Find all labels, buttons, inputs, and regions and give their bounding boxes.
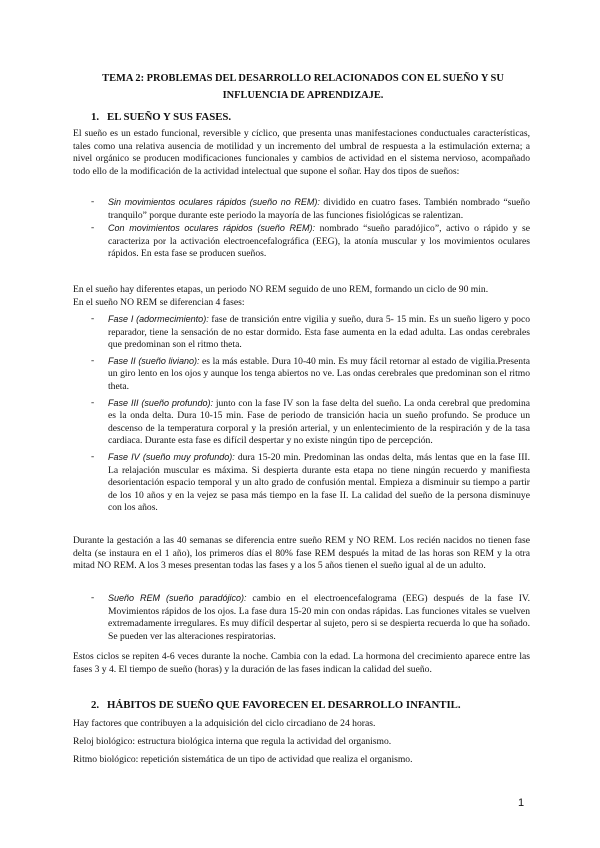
- gestation-paragraph: Durante la gestación a las 40 semanas se diferencia entre sueño REM y NO REM. Los recién nacidos no tienen fase delta (se instaura en el 1 año), los primeros días el 80% fase REM después la mitad de las horas son REM y la otra mitad NO REM. A los 3 meses presentan todas las fases y a los 5 años tienen el sueño igual al de un adulto.: [73, 535, 530, 572]
- section-2-heading: [91, 698, 461, 712]
- stages-intro-line-2: En el sueño NO REM se diferencian 4 fases:: [73, 297, 245, 308]
- section-2-title: HÁBITOS DE SUEÑO QUE FAVORECEN EL DESARROLLO INFANTIL.: [107, 699, 461, 711]
- list-item: - Fase IV (sueño muy profundo): dura 15-20 min. Predominan las ondas delta, más lentas que en la fase III. La relajación muscular es máxima. Si despierta durante esta etapa no tiene ningún recuerdo y manifiesta desorientación espacio temporal y un alto grado de confusión mental. Empieza a disminuir su tiempo a partir de los 10 años y en la vejez se pasa más tiempo en la fase II. La calidad del sueño de la persona disminuye con los años.: [91, 450, 530, 514]
- circadian-line: Hay factores que contribuyen a la adquisición del ciclo circadiano de 24 horas.: [73, 718, 376, 729]
- list-item: - Sueño REM (sueño paradójico): cambio en el electroencefalograma (EEG) después de la fase IV. Movimientos rápidos de los ojos. La fase dura 15-20 min con ondas rápidas. Las funciones vitales se vuelven extremadamente irregulares. Es muy difícil despertar al sujeto, pero si se despierta recuerda lo que ha soñado. Se pueden ver las alteraciones respiratorias.: [91, 592, 530, 642]
- page-number: 1: [518, 797, 525, 809]
- section-2-number: 2.: [91, 699, 100, 711]
- list-item: - Fase II (sueño liviano): es la más estable. Dura 10-40 min. Es muy fácil retornar al estado de vigilia.Presenta un giro lento en los ojos y aunque los tenga abiertos no ve. Las ondas cerebrales que predominan son el ritmo theta.: [91, 354, 530, 392]
- sleep-types-list: [91, 196, 530, 261]
- biological-clock-line: Reloj biológico: estructura biológica interna que regula la actividad del organismo.: [73, 736, 392, 747]
- list-item: - Fase I (adormecimiento): fase de transición entre vigilia y sueño, dura 5- 15 min. Es un sueño ligero y poco reparador, tiene la sensación de no estar dormido. Esta fase aumenta en la edad adulta. Las ondas cerebrales que predominan son el ritmo theta.: [91, 313, 530, 351]
- list-item: - Sin movimientos oculares rápidos (sueño no REM): dividido en cuatro fases. También nombrado “sueño tranquilo” porque durante este periodo la mayoría de las funciones fisiológicas se ralentizan.: [91, 196, 530, 221]
- document-title: TEMA 2: PROBLEMAS DEL DESARROLLO RELACIONADOS CON EL SUEÑO Y SU INFLUENCIA DE APRENDIZAJE.: [102, 73, 504, 101]
- rem-list: [91, 592, 530, 643]
- stages-intro-line-1: En el sueño hay diferentes etapas, un periodo NO REM seguido de uno REM, formando un ciclo de 90 min.: [73, 284, 489, 295]
- section-1-number: 1.: [91, 111, 100, 123]
- biological-rhythm-line: Ritmo biológico: repetición sistemática de un tipo de actividad que realiza el organismo.: [73, 754, 413, 765]
- list-item: - Con movimientos oculares rápidos (sueño REM): nombrado “sueño paradójico”, activo o rápido y se caracteriza por la activación electroencefalográfica (EEG), la atonía muscular y los movimientos oculares rápidos. En esta fase se producen sueños.: [91, 222, 530, 260]
- cycles-paragraph: Estos ciclos se repiten 4-6 veces durante la noche. Cambia con la edad. La hormona del crecimiento aparece entre las fases 3 y 4. El tiempo de sueño (horas) y la duración de las fases indican la calidad del sueño.: [73, 651, 530, 675]
- sleep-intro-paragraph: El sueño es un estado funcional, reversible y cíclico, que presenta unas manifestaciones conductuales características, tales como una relativa ausencia de motilidad y un incremento del umbral de respuesta a la estimulación externa; a nivel orgánico se producen modificaciones funcionales y cambios de actividad en el sistema nervioso, acompañado todo ello de la modificación de la actividad intelectual que supone el soñar. Hay dos tipos de sueños:: [73, 128, 530, 177]
- section-1-title: EL SUEÑO Y SUS FASES.: [107, 111, 232, 123]
- section-1-heading: [91, 110, 231, 124]
- list-item: - Fase III (sueño profundo): junto con la fase IV son la fase delta del sueño. La onda cerebral que predomina es la onda delta. Dura 10-15 min. Fase de periodo de transición hacia un sueño profundo. Se produce un descenso de la temperatura corporal y la presión arterial, y un enlentecimiento de la respiración y de la tasa cardiaca. Durante esta fase es difícil despertar y no existe ningún tipo de percepción.: [91, 396, 530, 447]
- non-rem-phases-list: [91, 313, 530, 515]
